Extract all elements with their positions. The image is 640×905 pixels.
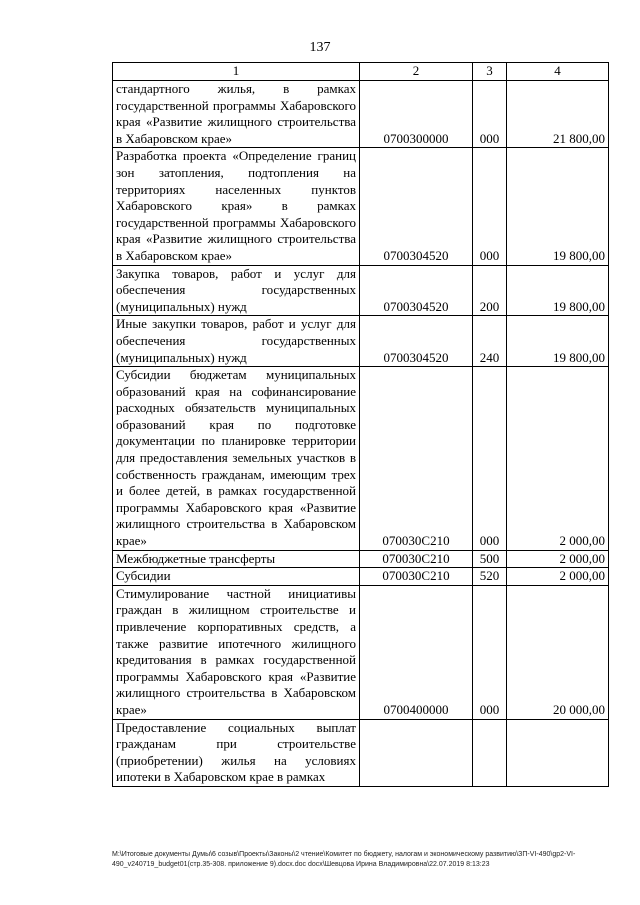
budget-table [112, 62, 609, 787]
table-row [113, 568, 609, 586]
row-type: 000 [473, 148, 507, 265]
table-row [113, 367, 609, 551]
row-name: Субсидии бюджетам муниципальных образований края на софинансирование расходных обязательств муниципальных образований края по подготовке документации по планировке территории для предоставления земельных участков в собственность гражданам, имеющим трех и более детей, в рамках государственной программы Хабаровского края «Развитие жилищного строительства в Хабаровском крае» [113, 367, 360, 551]
row-type: 000 [473, 585, 507, 719]
document-footer-path: M:\Итоговые документы Думы\6 созыв\Проекты\Законы\2 чтение\Комитет по бюджету, налогам и экономическому развитию\ЗП-VI-490\gp2-VI-490_v240719_budget01(стр.35-308. приложение 9).docx.doc docx\Шевцова Ирина Владимировна\22.07.2019 8:13:23 [112, 851, 576, 868]
row-code: 0700304520 [360, 265, 473, 316]
row-sum: 19 800,00 [507, 316, 609, 367]
row-sum: 19 800,00 [507, 265, 609, 316]
row-code: 0700400000 [360, 585, 473, 719]
row-type: 240 [473, 316, 507, 367]
table-row [113, 719, 609, 786]
row-type: 000 [473, 81, 507, 148]
table-row [113, 585, 609, 719]
row-code: 070030С210 [360, 550, 473, 568]
row-sum [507, 719, 609, 786]
row-type: 000 [473, 367, 507, 551]
row-name: Межбюджетные трансферты [113, 550, 360, 568]
row-code: 0700304520 [360, 316, 473, 367]
row-type: 500 [473, 550, 507, 568]
row-type: 520 [473, 568, 507, 586]
row-type [473, 719, 507, 786]
row-code [360, 719, 473, 786]
row-name: стандартного жилья, в рамках государственной программы Хабаровского края «Развитие жилищного строительства в Хабаровском крае» [113, 81, 360, 148]
row-name: Иные закупки товаров, работ и услуг для обеспечения государственных (муниципальных) нужд [113, 316, 360, 367]
row-name: Закупка товаров, работ и услуг для обеспечения государственных (муниципальных) нужд [113, 265, 360, 316]
row-sum: 2 000,00 [507, 367, 609, 551]
row-name: Субсидии [113, 568, 360, 586]
row-sum: 2 000,00 [507, 550, 609, 568]
table-row [113, 316, 609, 367]
table-row [113, 265, 609, 316]
row-sum: 20 000,00 [507, 585, 609, 719]
header-name: 1 [113, 63, 360, 81]
table-row [113, 550, 609, 568]
row-code: 070030С210 [360, 568, 473, 586]
header-type: 3 [473, 63, 507, 81]
row-name: Стимулирование частной инициативы граждан в жилищном строительстве и привлечение корпоративных средств, а также развитие ипотечного жилищного кредитования в рамках государственной программы Хабаровского края «Развитие жилищного строительства в Хабаровском крае» [113, 585, 360, 719]
row-name: Разработка проекта «Определение границ зон затопления, подтопления на территориях населенных пунктов Хабаровского края» в рамках государственной программы Хабаровского края «Развитие жилищного строительства в Хабаровском крае» [113, 148, 360, 265]
row-code: 0700304520 [360, 148, 473, 265]
table-row [113, 148, 609, 265]
row-name: Предоставление социальных выплат гражданам при строительстве (приобретении) жилья на условиях ипотеки в Хабаровском крае в рамках [113, 719, 360, 786]
row-sum: 21 800,00 [507, 81, 609, 148]
header-code: 2 [360, 63, 473, 81]
row-sum: 2 000,00 [507, 568, 609, 586]
table-row [113, 81, 609, 148]
table-header-row [113, 63, 609, 81]
row-code: 070030С210 [360, 367, 473, 551]
row-code: 0700300000 [360, 81, 473, 148]
page-number: 137 [309, 40, 331, 55]
row-type: 200 [473, 265, 507, 316]
header-sum: 4 [507, 63, 609, 81]
row-sum: 19 800,00 [507, 148, 609, 265]
